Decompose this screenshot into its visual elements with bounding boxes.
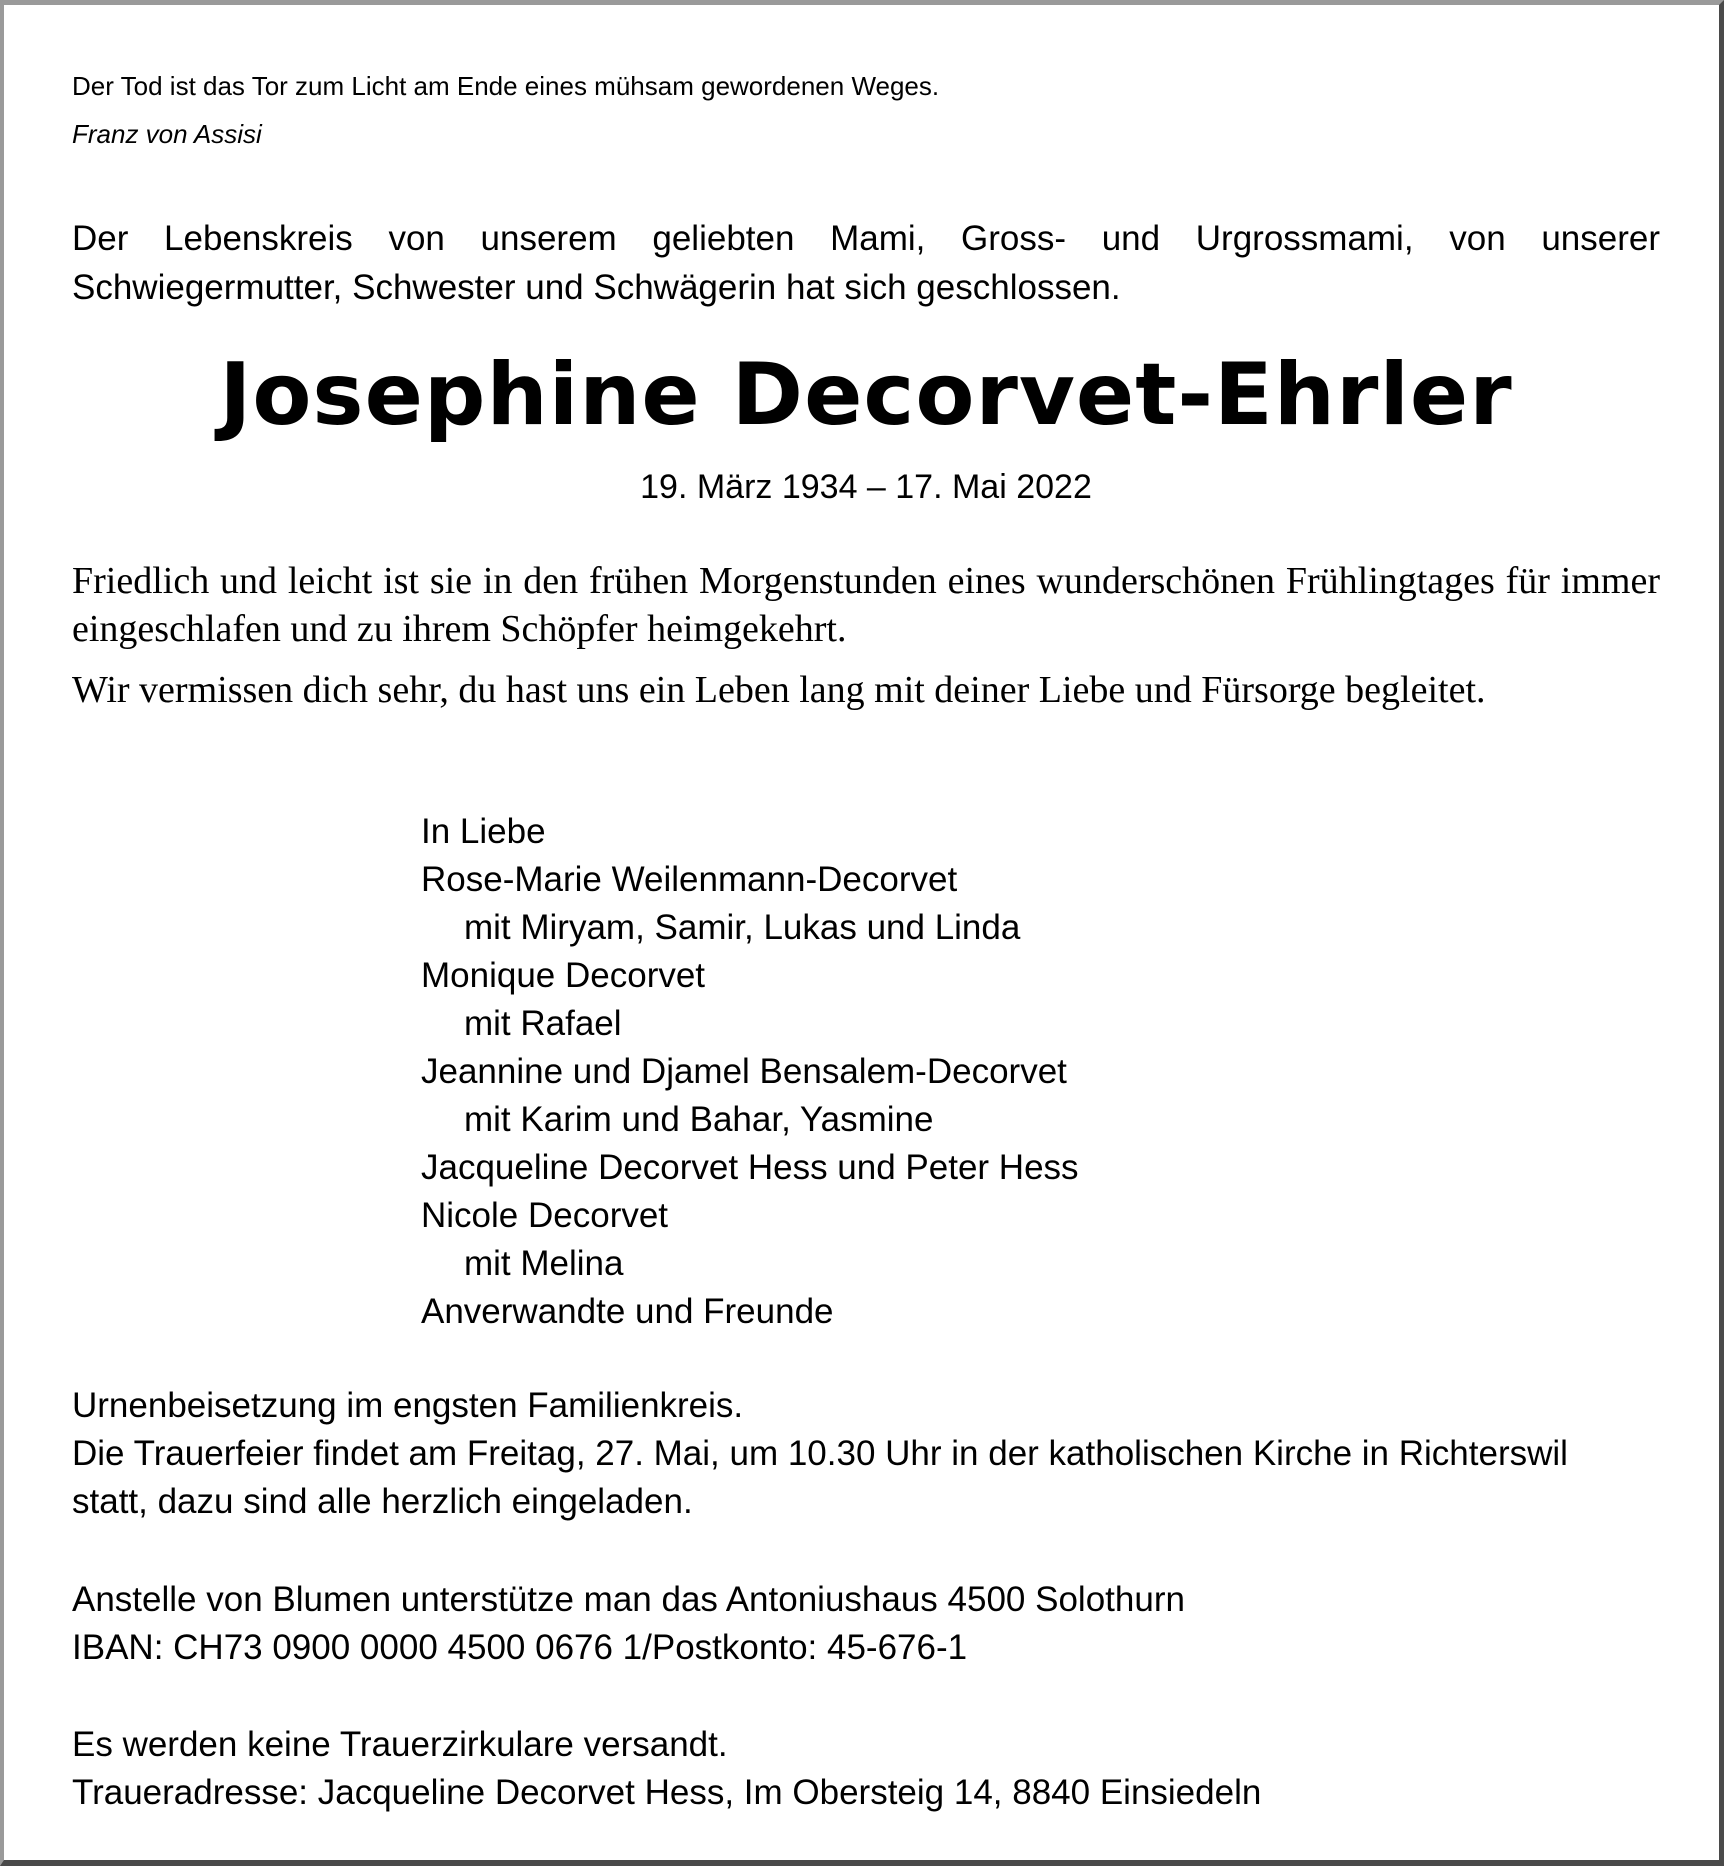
mourners-list bbox=[421, 808, 1079, 1336]
mourners-heading: In Liebe bbox=[421, 812, 546, 851]
mourner-line: Nicole Decorvet bbox=[421, 1196, 669, 1235]
mourner-line: Monique Decorvet bbox=[421, 956, 706, 995]
ceremony-invitation: statt, dazu sind alle herzlich eingeladen. bbox=[72, 1482, 693, 1521]
mourning-address: Traueradresse: Jacqueline Decorvet Hess, Im Obersteig 14, 8840 Einsiedeln bbox=[72, 1773, 1262, 1812]
quote-author: Franz von Assisi bbox=[72, 119, 262, 149]
ceremony-details: Die Trauerfeier findet am Freitag, 27. Mai, um 10.30 Uhr in der katholischen Kirche in Richterswil bbox=[72, 1434, 1568, 1473]
farewell-paragraph: Friedlich und leicht ist sie in den frühen Morgenstunden eines wunderschönen Frühlingtages für immer eingeschlafen und zu ihrem Schöpfer heimgekehrt. bbox=[72, 560, 1660, 650]
donation-account: IBAN: CH73 0900 0000 4500 0676 1/Postkonto: 45-676-1 bbox=[72, 1628, 968, 1667]
life-dates: 19. März 1934 – 17. Mai 2022 bbox=[640, 468, 1092, 506]
mourner-subline: mit Melina bbox=[464, 1244, 624, 1283]
donation-info bbox=[72, 1576, 1672, 1672]
ceremony-info bbox=[72, 1382, 1672, 1526]
burial-note: Urnenbeisetzung im engsten Familienkreis. bbox=[72, 1386, 744, 1425]
mourner-line: Anverwandte und Freunde bbox=[421, 1292, 834, 1331]
mourner-subline: mit Karim und Bahar, Yasmine bbox=[464, 1100, 934, 1139]
mourner-line: Jacqueline Decorvet Hess und Peter Hess bbox=[421, 1148, 1079, 1187]
remembrance-paragraph: Wir vermissen dich sehr, du hast uns ein Leben lang mit deiner Liebe und Fürsorge begleitet. bbox=[72, 669, 1486, 711]
quote-text: Der Tod ist das Tor zum Licht am Ende eines mühsam gewordenen Weges. bbox=[72, 71, 940, 101]
mourner-subline: mit Miryam, Samir, Lukas und Linda bbox=[464, 908, 1021, 947]
mourner-line: Jeannine und Djamel Bensalem-Decorvet bbox=[421, 1052, 1067, 1091]
donation-note: Anstelle von Blumen unterstütze man das Antoniushaus 4500 Solothurn bbox=[72, 1580, 1185, 1619]
mourner-line: Rose-Marie Weilenmann-Decorvet bbox=[421, 860, 958, 899]
intro-text: Der Lebenskreis von unserem geliebten Mami, Gross- und Urgrossmami, von unserer Schwiegermutter, Schwester und Schwägerin hat sich geschlossen. bbox=[72, 219, 1660, 307]
no-circulars-note: Es werden keine Trauerzirkulare versandt. bbox=[72, 1725, 728, 1764]
mourning-address-info bbox=[72, 1721, 1672, 1817]
mourner-subline: mit Rafael bbox=[464, 1004, 622, 1043]
deceased-name: Josephine Decorvet-Ehrler bbox=[219, 345, 1513, 445]
